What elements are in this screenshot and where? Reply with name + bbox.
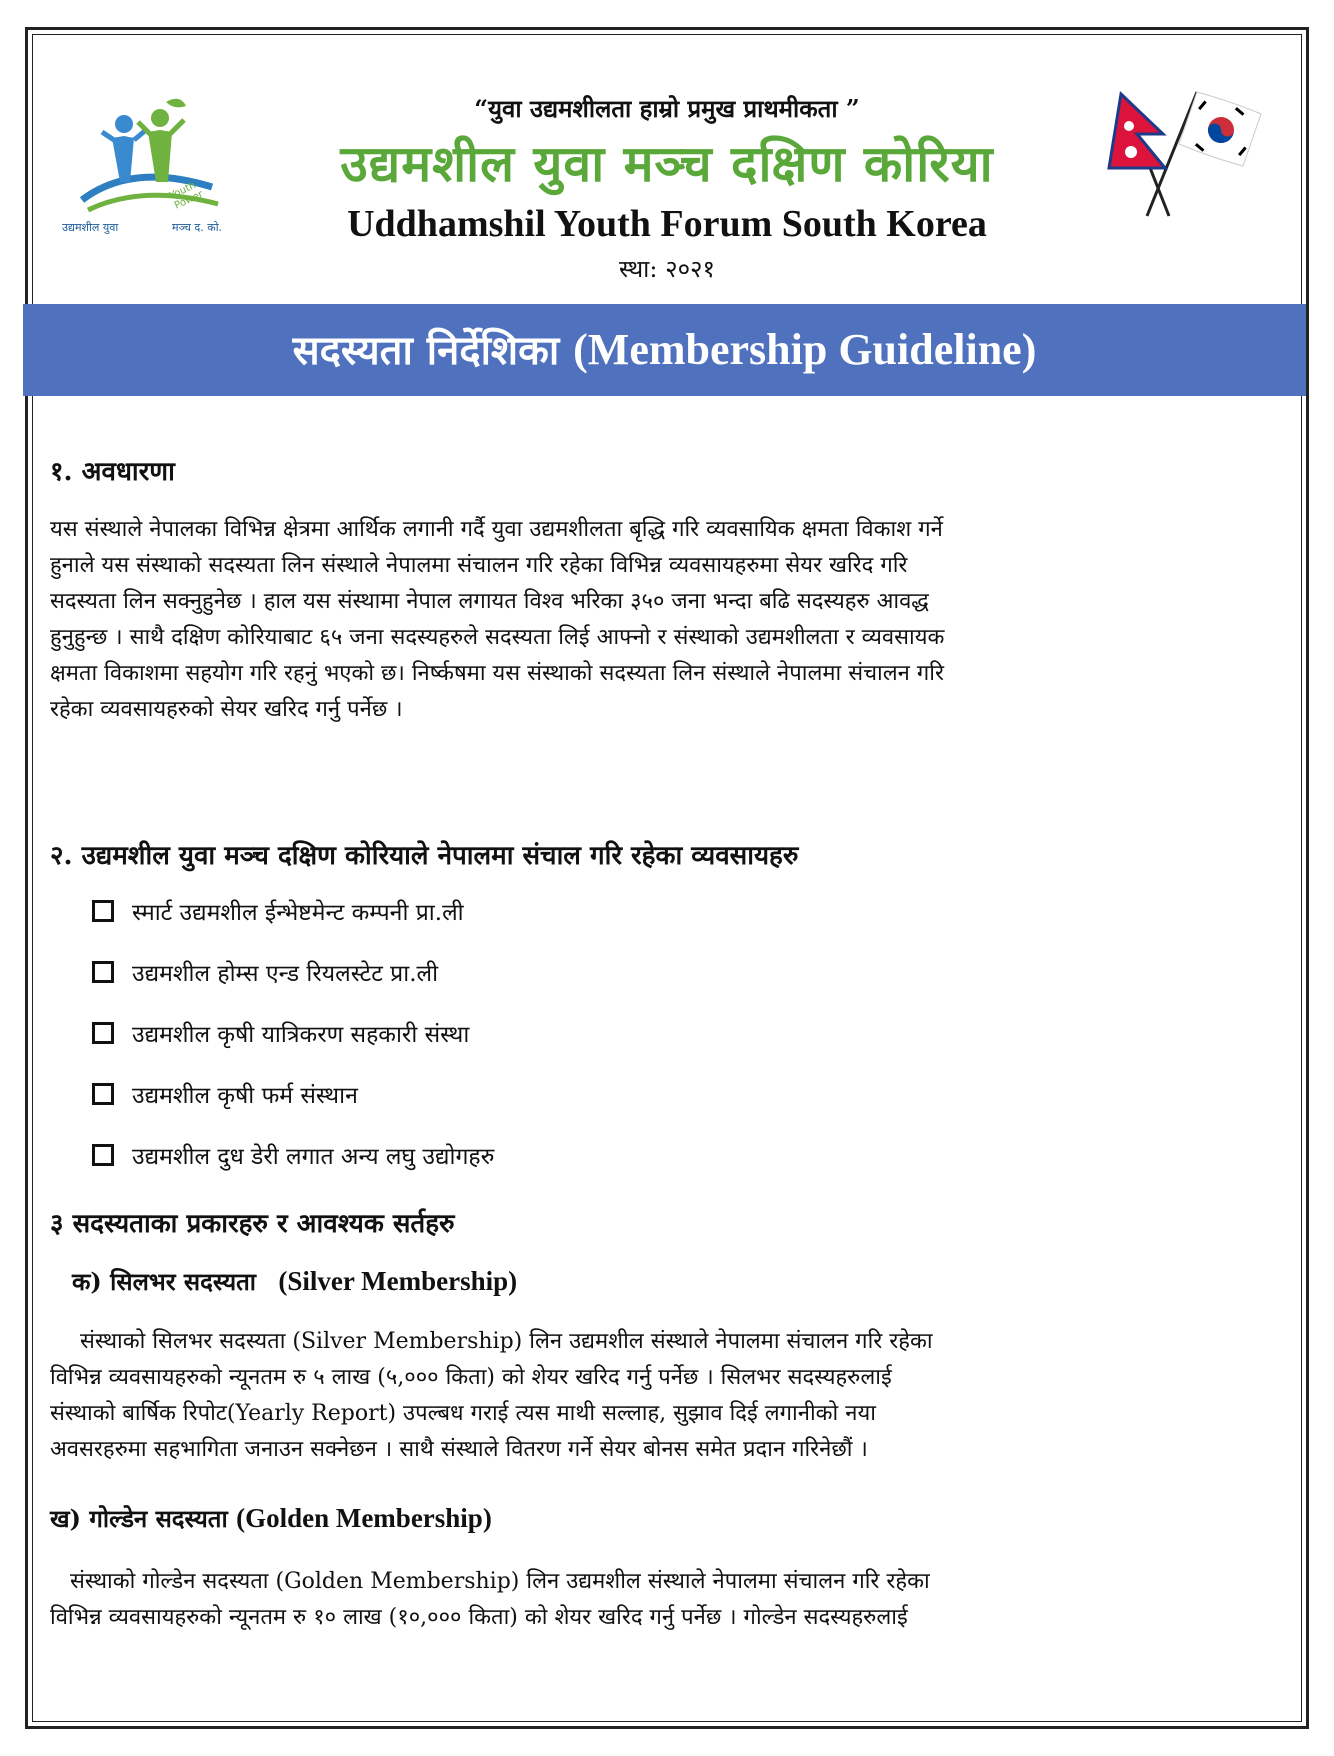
list-item-label: उद्यमशील कृषी फर्म संस्थान xyxy=(132,1082,358,1109)
logo-text-right: मञ्च द. को. xyxy=(172,221,223,234)
section-1-paragraph xyxy=(50,512,1280,728)
list-item-label: उद्यमशील होम्स एन्ड रियलस्टेट प्रा.ली xyxy=(132,960,439,987)
org-name-nepali: उद्यमशील युवा मञ्च दक्षिण कोरिया xyxy=(340,134,994,193)
section-3-heading: ३ सदस्यताका प्रकारहरु र आवश्यक सर्तहरु xyxy=(50,1209,455,1239)
logo-text-left: उद्यमशील युवा xyxy=(62,221,119,234)
paragraph-line: विभिन्न व्यवसायहरुको न्यूनतम रु १० लाख (१०,००० किता) को शेयर खरिद गर्नु पर्नेछ । गोल्डेन सदस्यहरुलाई xyxy=(50,1605,908,1630)
checkbox-icon xyxy=(92,1022,114,1044)
banner-title-nepali: सदस्यता निर्देशिका xyxy=(292,327,574,374)
paragraph-line: संस्थाको बार्षिक रिपोट(Yearly Report) उपल्बध गराई त्यस माथी सल्लाह, सुझाव दिई लगानीको नया xyxy=(50,1401,876,1426)
golden-label-english: (Golden Membership) xyxy=(236,1503,492,1533)
org-name-english: Uddhamshil Youth Forum South Korea xyxy=(347,203,987,245)
banner-title-english: (Membership Guideline) xyxy=(573,325,1037,374)
paragraph-line: यस संस्थाले नेपालका विभिन्न क्षेत्रमा आर्थिक लगानी गर्दै युवा उद्यमशीलता बृद्धि गरि व्यवसायिक क्षमता विकाश गर्ने xyxy=(50,517,943,542)
list-item xyxy=(92,941,494,1002)
list-item xyxy=(92,880,494,941)
list-item-label: उद्यमशील कृषी यात्रिकरण सहकारी संस्था xyxy=(132,1021,470,1048)
paragraph-line: हुनुहुन्छ । साथै दक्षिण कोरियाबाट ६५ जना सदस्यहरुले सदस्यता लिई आफ्नो र संस्थाको उद्यमशीलता र व्यवसायक xyxy=(50,625,945,650)
golden-label-nepali: ख) गोल्डेन सदस्यता xyxy=(50,1504,228,1533)
page-border-inner xyxy=(32,34,1302,1722)
golden-membership-heading xyxy=(50,1502,492,1535)
motto: “युवा उद्यमशीलता हाम्रो प्रमुख प्राथमीकता ” xyxy=(474,94,860,123)
paragraph-line: विभिन्न व्यवसायहरुको न्यूनतम रु ५ लाख (५,००० किता) को शेयर खरिद गर्नु पर्नेछ । सिलभर सदस्यहरुलाई xyxy=(50,1365,892,1390)
logo-text-tagline: Youth Power xyxy=(168,180,205,212)
checkbox-icon xyxy=(92,961,114,983)
paragraph-line: रहेका व्यवसायहरुको सेयर खरिद गर्नु पर्नेछ । xyxy=(50,697,403,722)
silver-label-english: (Silver Membership) xyxy=(278,1266,518,1296)
paragraph-line: संस्थाको गोल्डेन सदस्यता (Golden Membership) लिन उद्यमशील संस्थाले नेपालमा संचालन गरि रहेका xyxy=(70,1569,930,1594)
section-2-heading: २. उद्यमशील युवा मञ्च दक्षिण कोरियाले नेपालमा संचाल गरि रहेका व्यवसायहरु xyxy=(50,841,799,871)
list-item xyxy=(92,1124,494,1185)
silver-membership-paragraph xyxy=(50,1324,1240,1468)
checkbox-icon xyxy=(92,1083,114,1105)
paragraph-line: सदस्यता लिन सक्नुहुनेछ । हाल यस संस्थामा नेपाल लगायत विश्व भरिका ३५० जना भन्दा बढि सदस्यहरु आवद्ध xyxy=(50,589,929,614)
list-item-label: स्मार्ट उद्यमशील ईन्भेष्टमेन्ट कम्पनी प्रा.ली xyxy=(132,899,464,926)
paragraph-line: अवसरहरुमा सहभागिता जनाउन सक्नेछन । साथै संस्थाले वितरण गर्ने सेयर बोनस समेत प्रदान गरिनेछौं । xyxy=(50,1437,868,1462)
checkbox-icon xyxy=(92,1144,114,1166)
section-1-heading: १. अवधारणा xyxy=(50,457,175,487)
paragraph-line: क्षमता विकाशमा सहयोग गरि रहनुं भएको छ। निर्ष्कषमा यस संस्थाको सदस्यता लिन संस्थाले नेपालमा संचालन गरि xyxy=(50,661,944,686)
list-item xyxy=(92,1002,494,1063)
list-item xyxy=(92,1063,494,1124)
checkbox-icon xyxy=(92,900,114,922)
list-item-label: उद्यमशील दुध डेरी लगात अन्य लघु उद्योगहरु xyxy=(132,1143,495,1170)
silver-membership-heading xyxy=(72,1265,517,1298)
silver-label-nepali: क) सिलभर सदस्यता xyxy=(72,1267,257,1296)
paragraph-line: संस्थाको सिलभर सदस्यता (Silver Membership) लिन उद्यमशील संस्थाले नेपालमा संचालन गरि रहेका xyxy=(80,1329,933,1354)
paragraph-line: हुनाले यस संस्थाको सदस्यता लिन संस्थाले नेपालमा संचालन गरि रहेका विभिन्न व्यवसायहरुमा सेयर खरिद गरि xyxy=(50,553,908,578)
established-year: स्था: २०२१ xyxy=(618,255,716,283)
business-list xyxy=(92,880,494,1185)
guideline-banner xyxy=(23,304,1306,396)
golden-membership-paragraph xyxy=(50,1564,1240,1636)
